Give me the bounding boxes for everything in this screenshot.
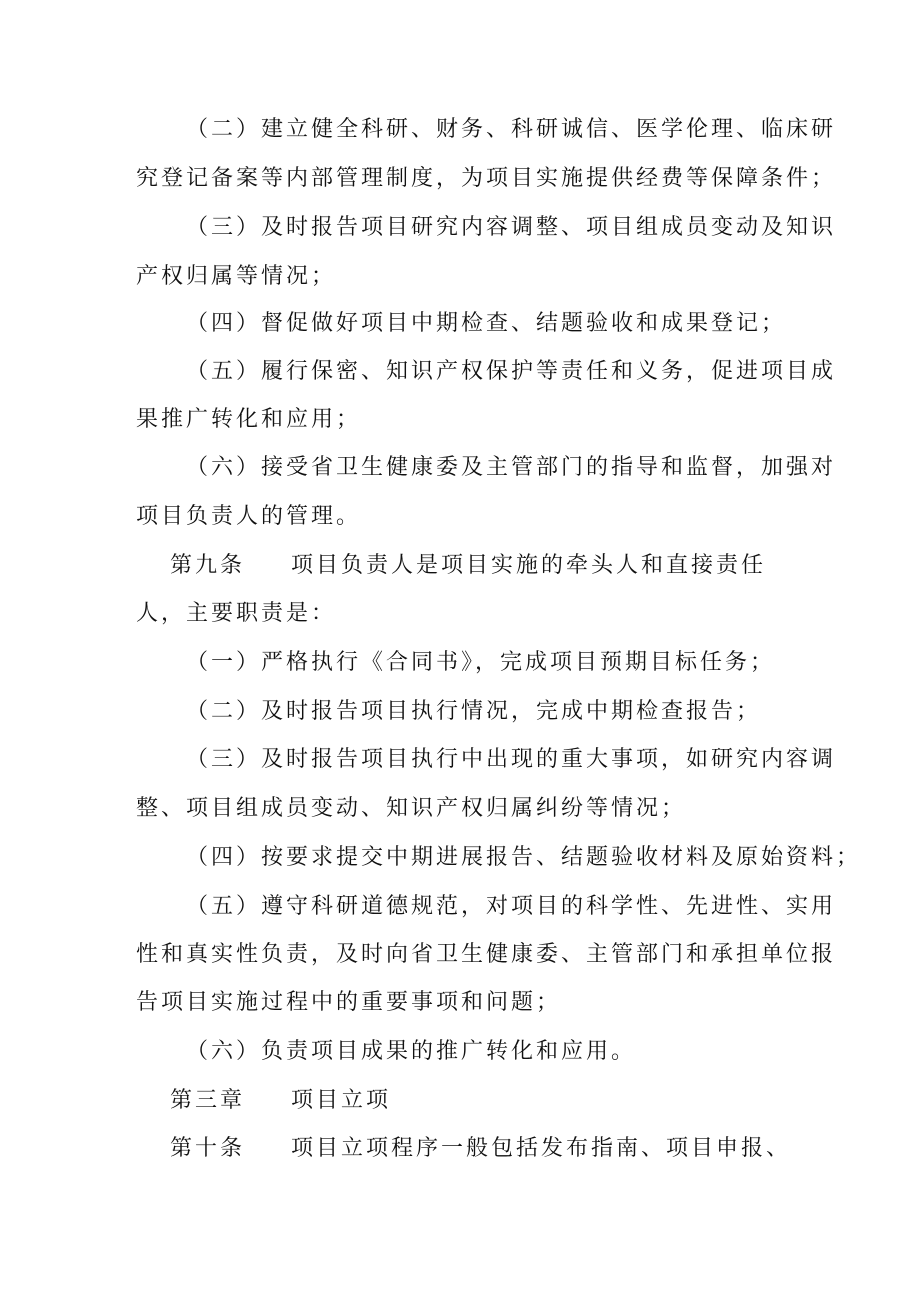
chapter-3-label: 第三章 [170,1088,246,1113]
paragraph-line: （二）建立健全科研、财务、科研诚信、医学伦理、临床研 [186,117,837,142]
article-10-text: 项目立项程序一般包括发布指南、项目申报、 [291,1136,792,1161]
paragraph-line: 果推广转化和应用； [136,407,362,432]
paragraph-line: （六）负责项目成果的推广转化和应用。 [186,1039,637,1064]
article-9-label: 第九条 [170,553,246,578]
paragraph-line: （五）遵守科研道德规范，对项目的科学性、先进性、实用 [186,894,837,919]
paragraph-line: （四）按要求提交中期进展报告、结题验收材料及原始资料； [186,845,862,870]
paragraph-line: （三）及时报告项目研究内容调整、项目组成员变动及知识 [186,215,837,240]
article-9-text: 项目负责人是项目实施的牵头人和直接责任 [291,553,767,578]
paragraph-line: 人，主要职责是： [136,601,337,626]
paragraph-line: （六）接受省卫生健康委及主管部门的指导和监督，加强对 [186,455,837,480]
article-10-heading [170,1134,791,1164]
paragraph-line: 性和真实性负责，及时向省卫生健康委、主管部门和承担单位报 [136,942,837,967]
paragraph-line: （二）及时报告项目执行情况，完成中期检查报告； [186,699,762,724]
paragraph-line: （一）严格执行《合同书》，完成项目预期目标任务； [186,650,776,675]
paragraph-line: 告项目实施过程中的重要事项和问题； [136,990,562,1015]
chapter-3-heading [170,1086,391,1116]
paragraph-line: 究登记备案等内部管理制度，为项目实施提供经费等保障条件； [136,166,837,191]
paragraph-line: （五）履行保密、知识产权保护等责任和义务，促进项目成 [186,359,837,384]
paragraph-line: 产权归属等情况； [136,264,337,289]
paragraph-line: （四）督促做好项目中期检查、结题验收和成果登记； [186,311,787,336]
paragraph-line: 整、项目组成员变动、知识产权归属纠纷等情况； [136,796,687,821]
chapter-3-title: 项目立项 [291,1088,392,1113]
paragraph-line: （三）及时报告项目执行中出现的重大事项，如研究内容调 [186,747,837,772]
article-10-label: 第十条 [170,1136,246,1161]
article-9-heading [170,551,766,581]
paragraph-line: 项目负责人的管理。 [136,504,362,529]
